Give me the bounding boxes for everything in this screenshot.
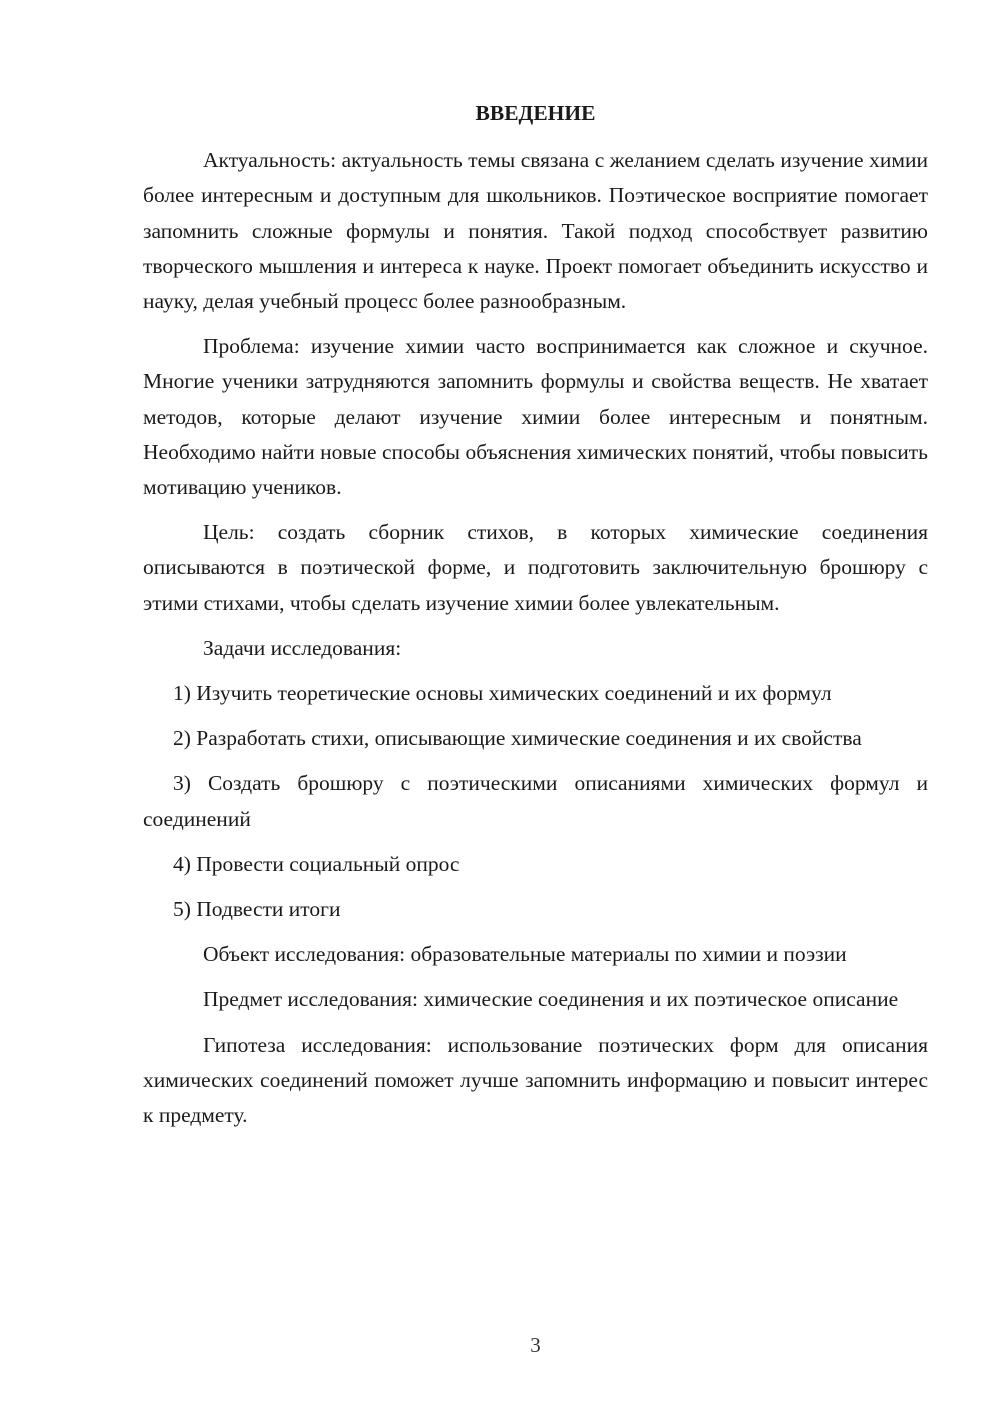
task-item: 2) Разработать стихи, описывающие химические соединения и их свойства xyxy=(173,726,862,751)
task-item: 5) Подвести итоги xyxy=(173,897,341,922)
hypothesis-paragraph: Гипотеза исследования: использование поэтических форм для описания химических соединений поможет лучше запомнить информацию и повысит интерес к предмету. xyxy=(143,1032,928,1128)
goal-paragraph: Цель: создать сборник стихов, в которых химические соединения описываются в поэтической форме, и подготовить заключительную брошюру с этими стихами, чтобы сделать изучение химии более увлекательным. xyxy=(143,520,928,615)
task-item: 1) Изучить теоретические основы химических соединений и их формул xyxy=(173,681,832,706)
task-item: 4) Провести социальный опрос xyxy=(173,851,460,876)
tasks-heading: Задачи исследования: xyxy=(203,635,402,660)
relevance-paragraph: Актуальность: актуальность темы связана с желанием сделать изучение химии более интересным и доступным для школьников. Поэтическое восприятие помогает запомнить сложные формулы и понятия. Такой подход способствует развитию творческого мышления и интереса к науке. Проект помогает объединить искусство и науку, делая учебный процесс более разнообразным. xyxy=(143,148,928,314)
page-number: 3 xyxy=(530,1333,541,1357)
problem-paragraph: Проблема: изучение химии часто воспринимается как сложное и скучное. Многие ученики затрудняются запомнить формулы и свойства веществ. Не хватает методов, которые делают изучение химии более интересным и понятным. Необходимо найти новые способы объяснения химических понятий, чтобы повысить мотивацию учеников. xyxy=(143,334,928,500)
object-paragraph: Объект исследования: образовательные материалы по химии и поэзии xyxy=(203,942,847,967)
document-page xyxy=(143,96,928,1143)
subject-paragraph: Предмет исследования: химические соединения и их поэтическое описание xyxy=(203,987,899,1012)
task-item: 3) Создать брошюру с поэтическими описаниями химических формул и соединений xyxy=(143,771,928,831)
page-title: ВВЕДЕНИЕ xyxy=(475,101,596,125)
